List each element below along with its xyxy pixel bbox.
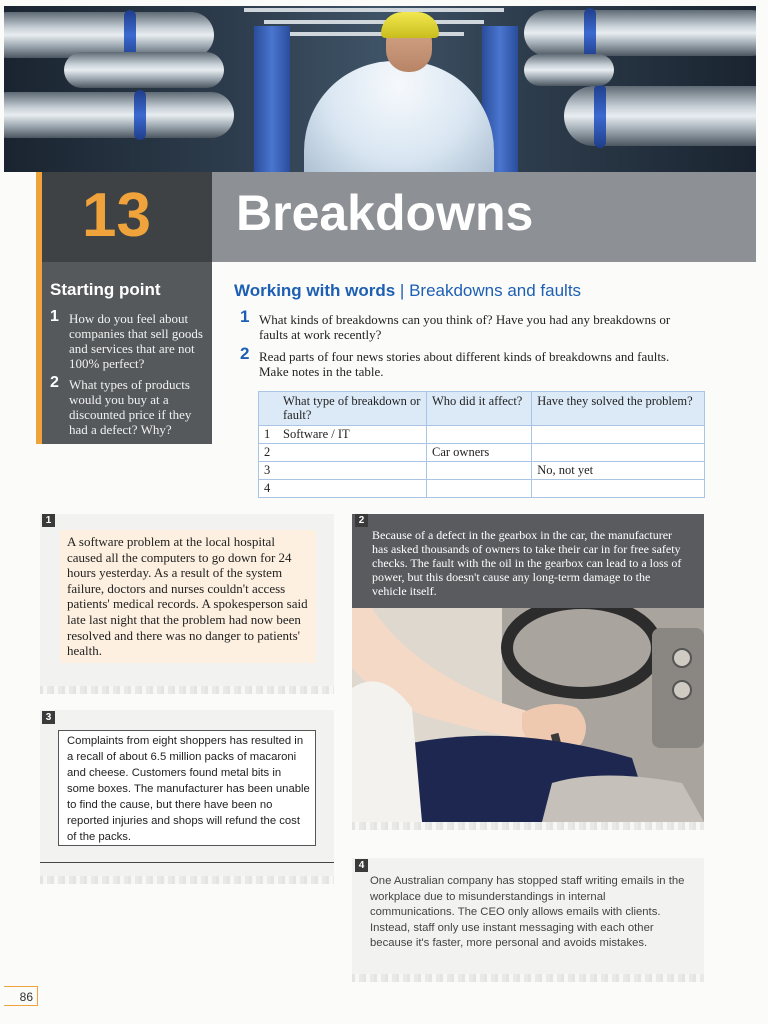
section-heading xyxy=(234,281,581,301)
divider-line xyxy=(40,862,334,863)
starting-point-item xyxy=(50,374,210,437)
story-badge: 2 xyxy=(355,514,368,527)
torn-edge xyxy=(40,876,334,884)
car-gearstick-photo xyxy=(352,608,704,822)
item-text: How do you feel about companies that sell goods and services that are not 100% perfect? xyxy=(69,311,203,371)
cell-type[interactable] xyxy=(278,480,427,498)
cell-affected[interactable] xyxy=(427,426,532,444)
cell-affected[interactable]: Car owners xyxy=(427,444,532,462)
table-header-type: What type of breakdown or fault? xyxy=(278,392,427,426)
cell-solved[interactable] xyxy=(532,444,705,462)
hero-photo xyxy=(4,6,756,172)
row-number: 1 xyxy=(259,426,279,444)
table-header-row xyxy=(259,392,705,426)
story-badge: 1 xyxy=(42,514,55,527)
exercise-number: 2 xyxy=(240,344,250,363)
section-heading-bold: Working with words xyxy=(234,281,396,300)
story-2-text: Because of a defect in the gearbox in the car, the manufacturer has asked thousands of owners to take their car in for free safety checks. The fault with the oil in the gearbox can lead to a loss of power, but this doesn't cause any long-term damage to the vehicle itself. xyxy=(372,528,682,598)
cell-solved[interactable] xyxy=(532,480,705,498)
exercise-2 xyxy=(240,344,700,379)
table-row xyxy=(259,462,705,480)
starting-point-title: Starting point xyxy=(50,280,161,299)
page-number: 86 xyxy=(4,986,38,1006)
cell-solved[interactable]: No, not yet xyxy=(532,462,705,480)
table-header-solved: Have they solved the problem? xyxy=(532,392,705,426)
cell-type[interactable] xyxy=(278,444,427,462)
cell-type[interactable]: Software / IT xyxy=(278,426,427,444)
story-4-text: One Australian company has stopped staff writing emails in the workplace due to misunderstandings in internal communications. The CEO only allows emails with clients. Instead, staff only use instant messaging with each other because it's faster, more personal and avoids mistakes. xyxy=(370,875,685,950)
cell-affected[interactable] xyxy=(427,462,532,480)
table-header-num xyxy=(259,392,279,426)
starting-point-item xyxy=(50,308,210,371)
torn-edge xyxy=(352,974,704,982)
cell-type[interactable] xyxy=(278,462,427,480)
exercise-text: What kinds of breakdowns can you think of? Have you had any breakdowns or faults at work recently? xyxy=(259,312,671,342)
item-number: 1 xyxy=(50,308,59,325)
table-row xyxy=(259,480,705,498)
exercise-1 xyxy=(240,307,700,342)
torn-edge xyxy=(352,822,704,830)
notes-table xyxy=(258,391,705,498)
exercise-number: 1 xyxy=(240,307,250,326)
item-number: 2 xyxy=(50,374,59,391)
row-number: 3 xyxy=(259,462,279,480)
torn-edge xyxy=(40,686,334,694)
item-text: What types of products would you buy at a discounted price if they had a defect? Why? xyxy=(69,377,192,437)
row-number: 2 xyxy=(259,444,279,462)
story-1-text: A software problem at the local hospital caused all the computers to go down for 24 hours yesterday. As a result of the system failure, doctors and nurses couldn't access patients' medical records. A spokesperson said late last night that the problem had now been resolved and there was no danger to patients' health. xyxy=(67,534,308,659)
car-illustration xyxy=(352,608,704,822)
story-3-text: Complaints from eight shoppers has resulted in a recall of about 6.5 million packs of macaroni and cheese. Customers found metal bits in some boxes. The manufacturer has been unable to find the cause, but there have been no reported injuries and shops will refund the cost of the packs. xyxy=(67,735,310,843)
unit-number: 13 xyxy=(82,181,151,250)
table-header-affected: Who did it affect? xyxy=(427,392,532,426)
story-badge: 3 xyxy=(42,711,55,724)
exercise-text: Read parts of four news stories about different kinds of breakdowns and faults. Make notes in the table. xyxy=(259,349,670,379)
unit-title: Breakdowns xyxy=(236,185,534,241)
table-row xyxy=(259,426,705,444)
cell-solved[interactable] xyxy=(532,426,705,444)
row-number: 4 xyxy=(259,480,279,498)
section-heading-sub: Breakdowns and faults xyxy=(409,281,582,300)
table-row xyxy=(259,444,705,462)
heading-separator: | xyxy=(395,281,410,300)
cell-affected[interactable] xyxy=(427,480,532,498)
story-badge: 4 xyxy=(355,859,368,872)
